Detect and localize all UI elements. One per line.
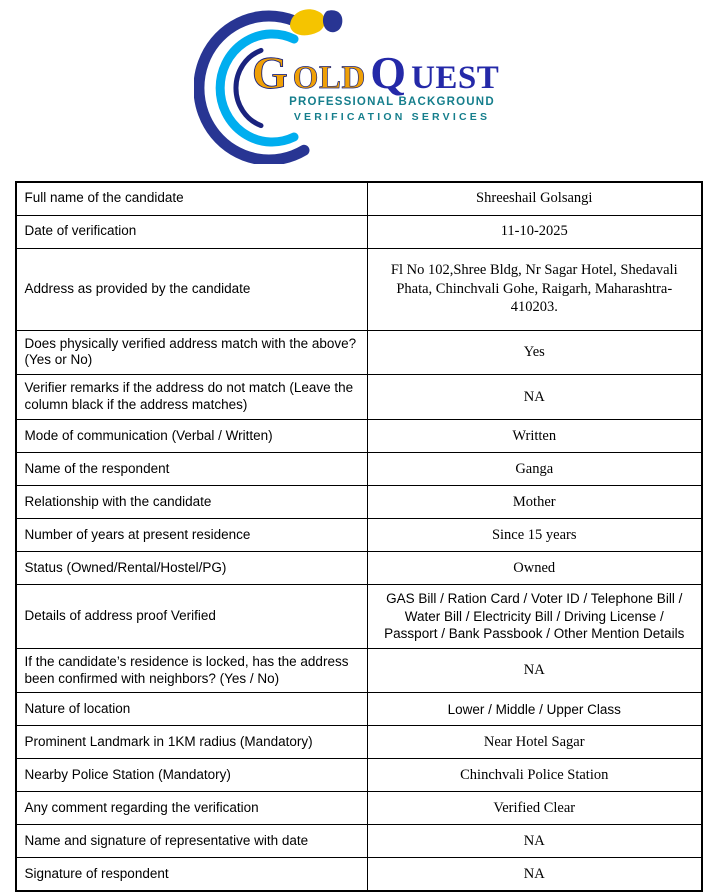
- table-row: [16, 215, 702, 248]
- field-value: Fl No 102,Shree Bldg, Nr Sagar Hotel, Shedavali Phata, Chinchvali Gohe, Raigarh, Maharashtra-410203.: [368, 248, 702, 330]
- table-row: [16, 330, 702, 375]
- field-value: GAS Bill / Ration Card / Voter ID / Telephone Bill / Water Bill / Electricity Bill / Driving License / Passport / Bank Passbook / Other Mention Details: [368, 585, 702, 649]
- field-value: Lower / Middle / Upper Class: [368, 693, 702, 726]
- table-row: [16, 648, 702, 693]
- field-value: 11-10-2025: [368, 215, 702, 248]
- field-value: Chinchvali Police Station: [368, 759, 702, 792]
- tagline-line2: VERIFICATION SERVICES: [293, 111, 490, 123]
- field-value: Verified Clear: [368, 792, 702, 825]
- field-label: Name and signature of representative with date: [16, 825, 368, 858]
- field-label: If the candidate’s residence is locked, has the address been confirmed with neighbors? (Yes / No): [16, 648, 368, 693]
- field-label: Any comment regarding the verification: [16, 792, 368, 825]
- table-row: [16, 552, 702, 585]
- field-label: Nature of location: [16, 693, 368, 726]
- field-label: Prominent Landmark in 1KM radius (Mandatory): [16, 726, 368, 759]
- field-value: Owned: [368, 552, 702, 585]
- field-label: Address as provided by the candidate: [16, 248, 368, 330]
- table-row: [16, 726, 702, 759]
- field-label: Nearby Police Station (Mandatory): [16, 759, 368, 792]
- tagline-line1: PROFESSIONAL BACKGROUND: [288, 96, 495, 108]
- brand-old: OLD: [292, 60, 366, 96]
- verification-report-page: [0, 6, 717, 892]
- field-label: Does physically verified address match with the above? (Yes or No): [16, 330, 368, 375]
- field-value: NA: [368, 858, 702, 891]
- table-row: [16, 375, 702, 420]
- table-row: [16, 486, 702, 519]
- field-value: NA: [368, 825, 702, 858]
- field-label: Name of the respondent: [16, 453, 368, 486]
- field-label: Date of verification: [16, 215, 368, 248]
- goldquest-logo: [194, 6, 524, 169]
- table-row: [16, 693, 702, 726]
- field-label: Signature of respondent: [16, 858, 368, 891]
- goldquest-logo-graphic: [194, 6, 524, 164]
- field-label: Details of address proof Verified: [16, 585, 368, 649]
- field-value: NA: [368, 375, 702, 420]
- verification-table-body: [16, 182, 702, 891]
- table-row: [16, 453, 702, 486]
- brand-letter-q: Q: [369, 47, 407, 98]
- field-value: Yes: [368, 330, 702, 375]
- table-row: [16, 420, 702, 453]
- table-row: [16, 825, 702, 858]
- field-value: Ganga: [368, 453, 702, 486]
- field-value: Near Hotel Sagar: [368, 726, 702, 759]
- table-row: [16, 858, 702, 891]
- navy-blob-icon: [322, 10, 341, 32]
- brand-uest: UEST: [410, 60, 499, 96]
- brand-letter-g: G: [251, 47, 288, 98]
- field-label: Relationship with the candidate: [16, 486, 368, 519]
- table-row: [16, 519, 702, 552]
- field-value: Mother: [368, 486, 702, 519]
- field-label: Number of years at present residence: [16, 519, 368, 552]
- field-value: Shreeshail Golsangi: [368, 182, 702, 215]
- table-row: [16, 792, 702, 825]
- field-value: NA: [368, 648, 702, 693]
- table-row: [16, 585, 702, 649]
- field-label: Verifier remarks if the address do not match (Leave the column black if the address matches): [16, 375, 368, 420]
- table-row: [16, 182, 702, 215]
- field-value: Written: [368, 420, 702, 453]
- field-label: Full name of the candidate: [16, 182, 368, 215]
- field-label: Mode of communication (Verbal / Written): [16, 420, 368, 453]
- field-value: Since 15 years: [368, 519, 702, 552]
- yellow-comma-icon: [290, 9, 325, 35]
- field-label: Status (Owned/Rental/Hostel/PG): [16, 552, 368, 585]
- table-row: [16, 759, 702, 792]
- brand-wordmark: [252, 47, 499, 98]
- verification-table: [15, 181, 703, 892]
- table-row: [16, 248, 702, 330]
